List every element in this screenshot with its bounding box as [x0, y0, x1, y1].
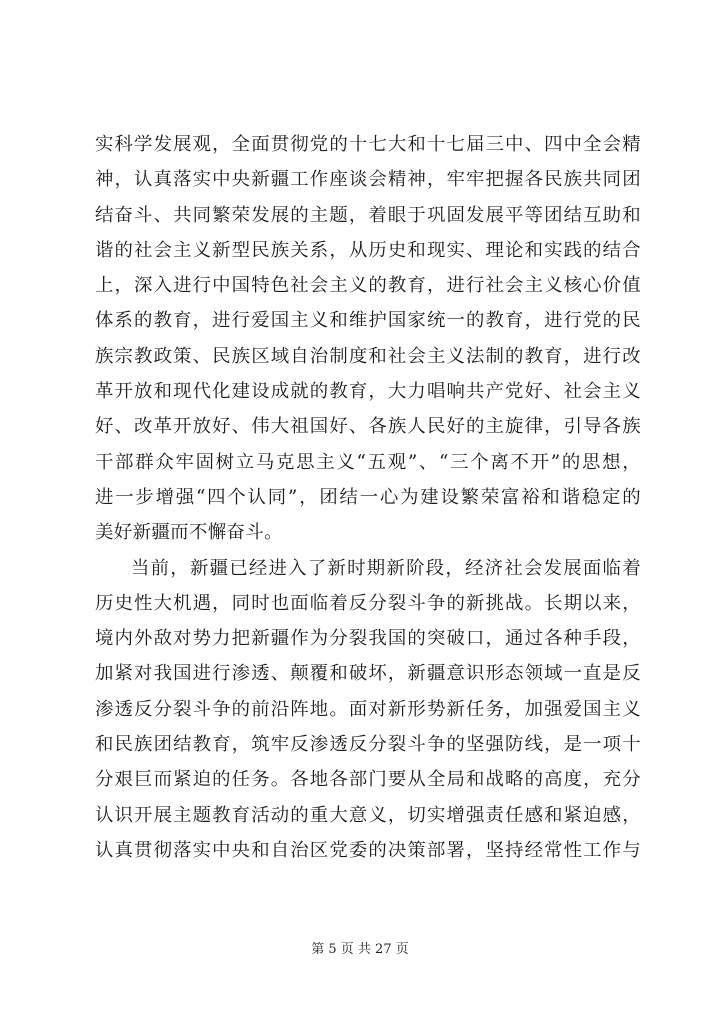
text-line: 渗透反分裂斗争的前沿阵地。面对新形势新任务，加强爱国主义: [95, 698, 641, 720]
page-number: 第 5 页 共 27 页: [311, 942, 409, 957]
text-line: 美好新疆而不懈奋斗。: [95, 522, 283, 544]
text-line: 上，深入进行中国特色社会主义的教育，进行社会主义核心价值: [95, 275, 641, 297]
document-body: [95, 127, 641, 868]
text-line: 革开放和现代化建设成就的教育，大力唱响共产党好、社会主义: [95, 381, 641, 403]
text-line: 认真贯彻落实中央和自治区党委的决策部署，坚持经常性工作与: [95, 839, 641, 861]
text-line: 结奋斗、共同繁荣发展的主题，着眼于巩固发展平等团结互助和: [95, 204, 641, 226]
text-line: 神，认真落实中央新疆工作座谈会精神，牢牢把握各民族共同团: [95, 169, 641, 191]
text-line: 实科学发展观，全面贯彻党的十七大和十七届三中、四中全会精: [95, 134, 641, 155]
text-line: 加紧对我国进行渗透、颠覆和破坏，新疆意识形态领域一直是反: [95, 663, 641, 685]
text-line: 历史性大机遇，同时也面临着反分裂斗争的新挑战。长期以来，: [95, 592, 641, 614]
text-line: 分艰巨而紧迫的任务。各地各部门要从全局和战略的高度，充分: [95, 769, 641, 791]
text-line: 认识开展主题教育活动的重大意义，切实增强责任感和紧迫感，: [95, 804, 641, 826]
text-line: 谐的社会主义新型民族关系，从历史和现实、理论和实践的结合: [95, 239, 641, 261]
text-line: 干部群众牢固树立马克思主义“五观”、“三个离不开”的思想，: [95, 451, 641, 473]
page-footer: [0, 938, 720, 957]
text-line: 境内外敌对势力把新疆作为分裂我国的突破口，通过各种手段，: [95, 628, 641, 650]
text-line: 当前，新疆已经进入了新时期新阶段，经济社会发展面临着: [131, 557, 641, 579]
text-line: 进一步增强“四个认同”，团结一心为建设繁荣富裕和谐稳定的: [95, 486, 641, 508]
text-line: 好、改革开放好、伟大祖国好、各族人民好的主旋律，引导各族: [95, 416, 641, 438]
text-line: 体系的教育，进行爱国主义和维护国家统一的教育，进行党的民: [95, 310, 641, 332]
text-line: 和民族团结教育，筑牢反渗透反分裂斗争的坚强防线，是一项十: [95, 734, 641, 756]
text-line: 族宗教政策、民族区域自治制度和社会主义法制的教育，进行改: [95, 345, 641, 367]
